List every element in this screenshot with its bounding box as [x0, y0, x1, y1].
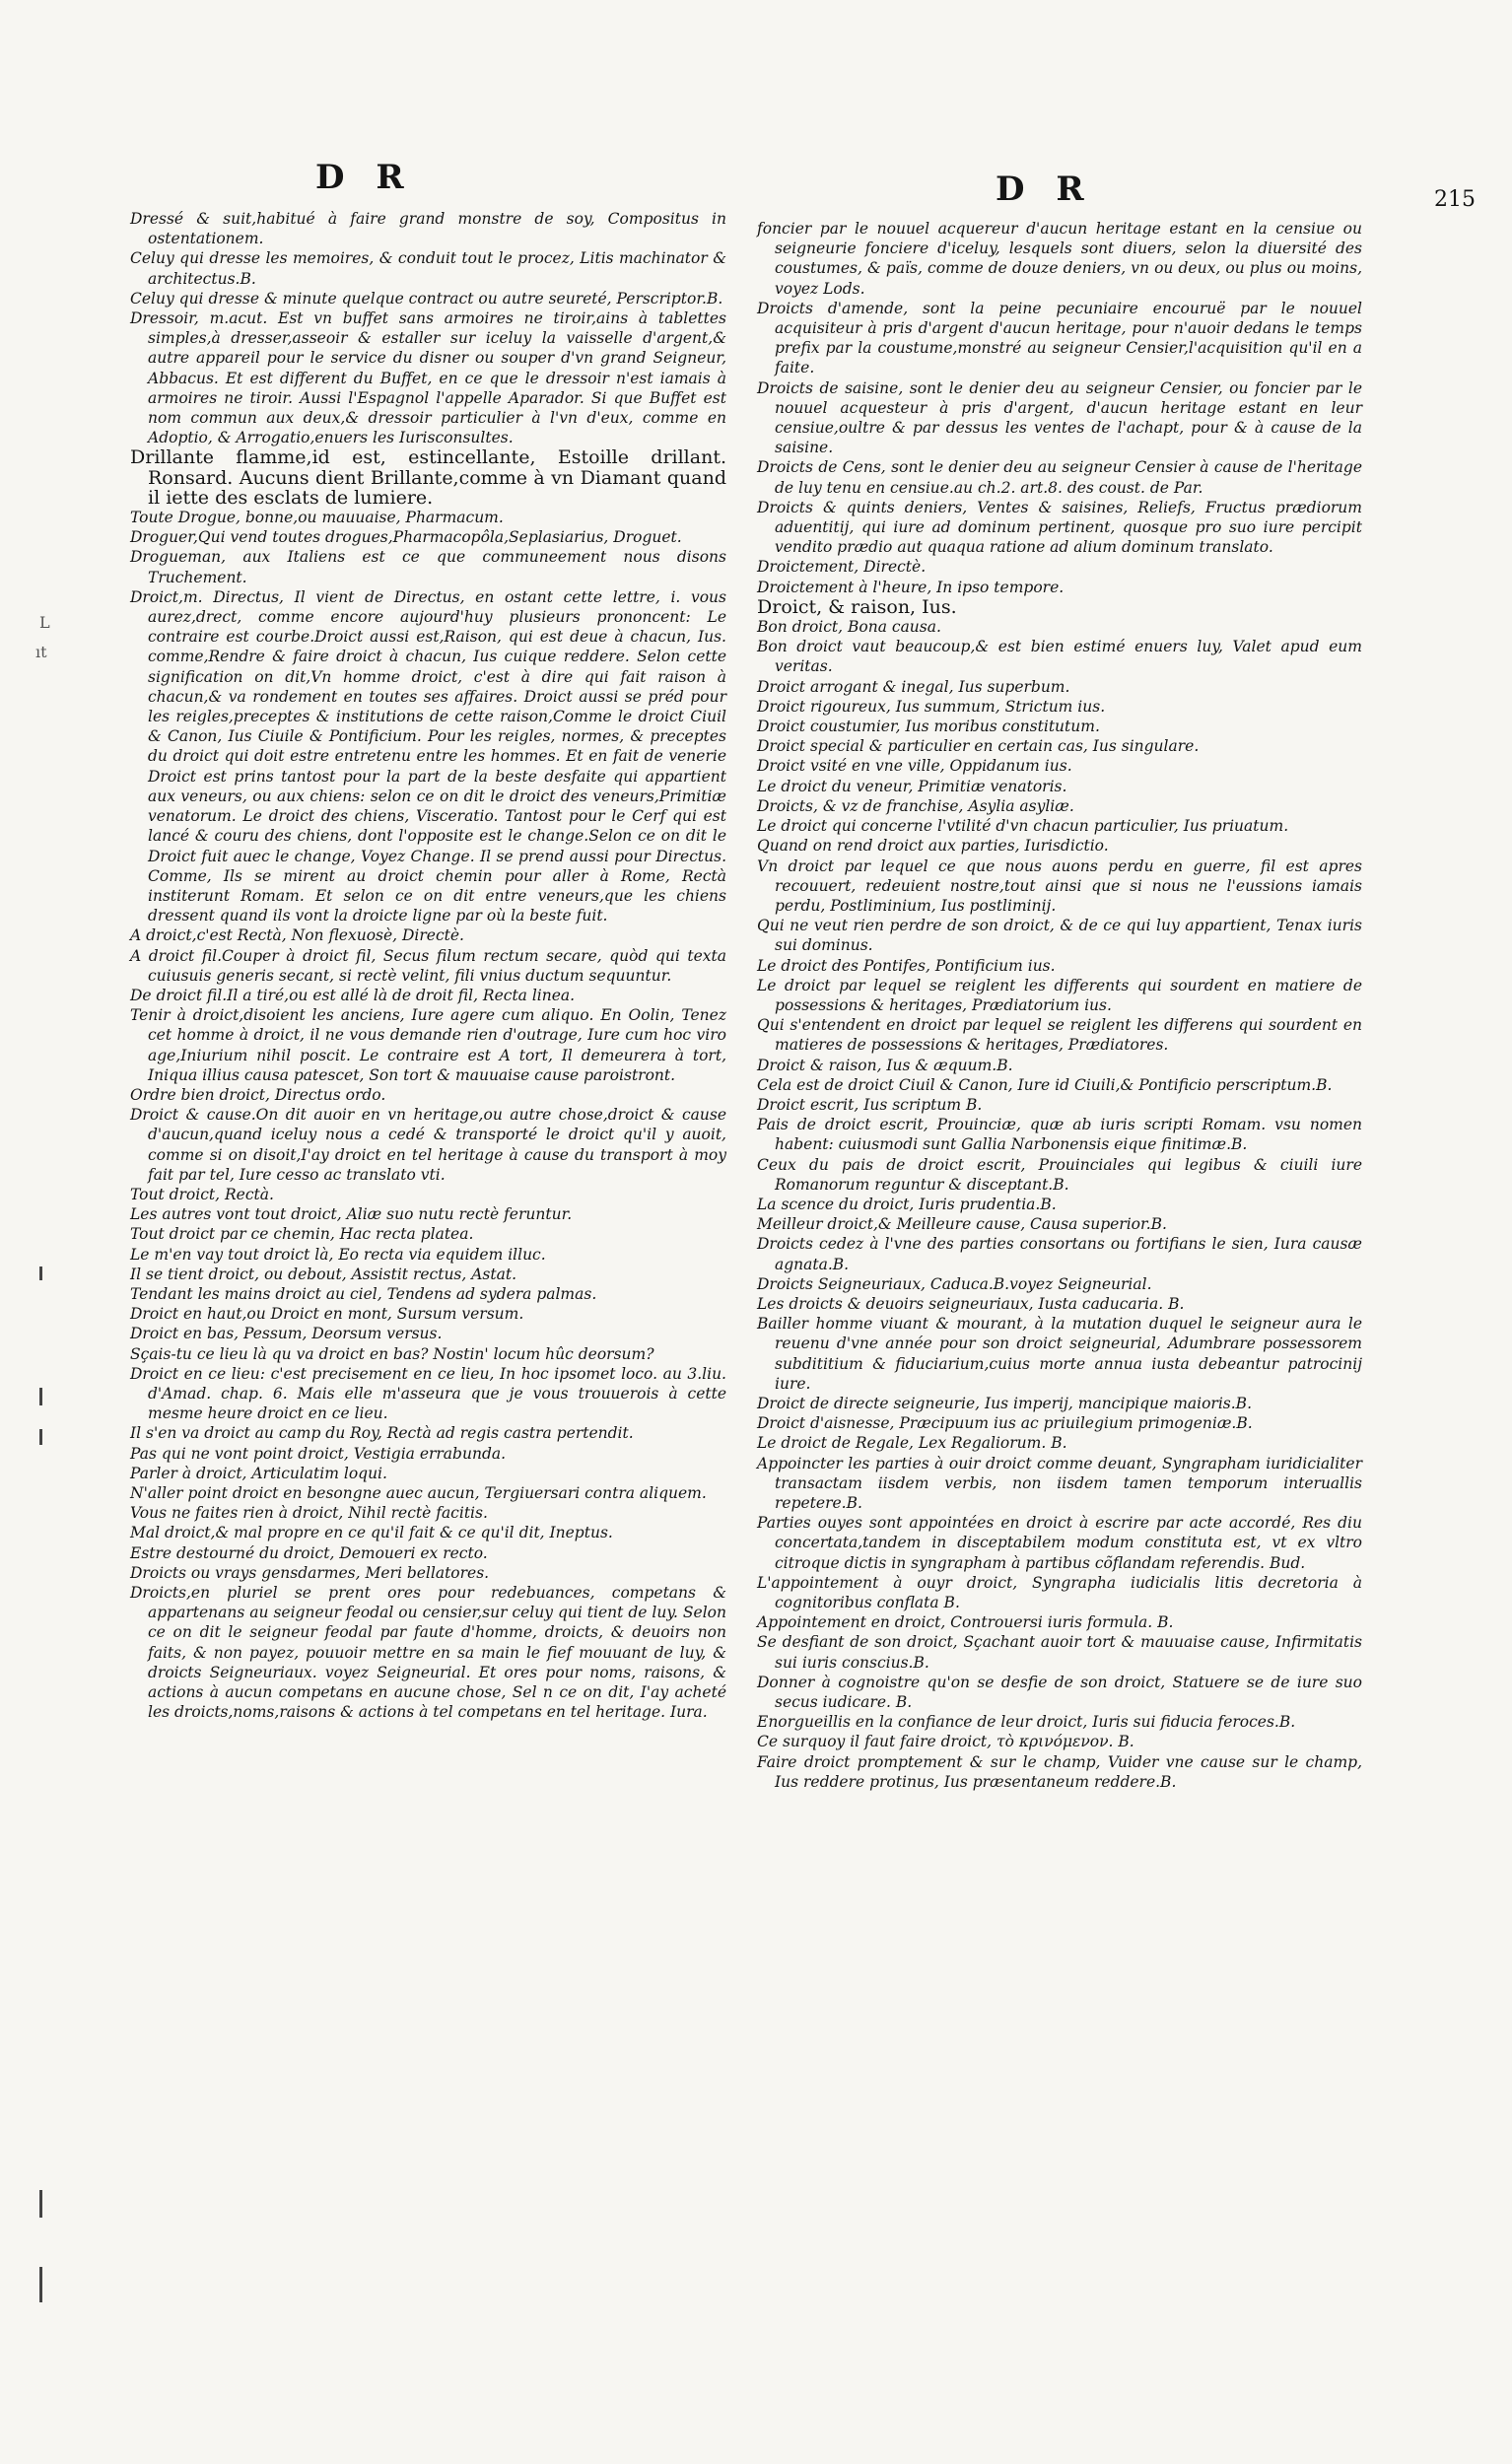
- dictionary-entry: Droict en ce lieu: c'est precisement en ce lieu, In hoc ipsomet loco. au 3.liu. d'Amad. chap. 6. Mais elle m'asseura que je vous trouuerois à cette mesme heure droict en ce lieu.: [130, 1364, 726, 1423]
- dictionary-entry: Drillante flamme,id est, estincellante, Estoille drillant. Ronsard. Aucuns dient Brillante,comme à vn Diamant quand il iette des esclats de lumiere.: [130, 446, 726, 509]
- right-column: [757, 219, 1362, 1792]
- dictionary-entry: Droict coustumier, Ius moribus constitutum.: [757, 718, 1100, 736]
- dictionary-entry: Droict arrogant & inegal, Ius superbum.: [757, 677, 1070, 696]
- dictionary-entry: Tenir à droict,disoient les anciens, Iure agere cum aliquo. En Oolin, Tenez cet homme à droict, il ne vous demande rien d'outrage, Iure cum hoc viro age,Iniurium nihil poscit. Le contraire est A tort, Il demeurera à tort, Iniqua illius causa patescet, Son tort & mauuaise cause paroistront.: [130, 1006, 726, 1084]
- dictionary-entry: Enorgueillis en la confiance de leur droict, Iuris sui fiducia feroces.B.: [757, 1713, 1296, 1732]
- dictionary-entry: Droguer,Qui vend toutes drogues,Pharmacopôla,Seplasiarius, Droguet.: [130, 528, 682, 547]
- dictionary-entry: Cela est de droict Ciuil & Canon, Iure id Ciuili,& Pontificio perscriptum.B.: [757, 1075, 1333, 1094]
- dictionary-entry: Droict special & particulier en certain cas, Ius singulare.: [757, 737, 1200, 756]
- running-head-left: D R: [315, 158, 414, 197]
- dictionary-entry: Ce surquoy il faut faire droict, τὸ κρινόμενον. B.: [757, 1733, 1134, 1751]
- dictionary-entry: Ceux du pais de droict escrit, Prouinciales qui legibus & ciuili iure Romanorum reguntur & disceptant.B.: [757, 1155, 1362, 1194]
- dictionary-entry: De droict fil.Il a tiré,ou est allé là de droit fil, Recta linea.: [130, 986, 576, 1004]
- dictionary-entry: Celuy qui dresse & minute quelque contract ou autre seureté, Perscriptor.B.: [130, 289, 723, 308]
- dictionary-entry: Droicts Seigneuriaux, Caduca.B.voyez Seigneurial.: [757, 1274, 1152, 1293]
- dictionary-entry: Droict & cause.On dit auoir en vn heritage,ou autre chose,droict & cause d'aucun,quand iceluy nous a cedé & transporté le droict qu'il y auoit, comme si on disoit,I'ay droict en tel heritage à cause du transport à moy fait par tel, Iure cesso ac translato vti.: [130, 1106, 726, 1184]
- dictionary-entry: Sçais-tu ce lieu là qu va droict en bas? Nostin' locum hûc deorsum?: [130, 1344, 654, 1363]
- dictionary-entry: Droicts cedez à l'vne des parties consortans ou fortifians le sien, Iura causæ agnata.B.: [757, 1235, 1362, 1273]
- dictionary-entry: Drogueman, aux Italiens est ce que communeement nous disons Truchement.: [130, 548, 726, 586]
- dictionary-entry: Droict de directe seigneurie, Ius imperij, mancipique maioris.B.: [757, 1394, 1252, 1412]
- dictionary-entry: Droict & raison, Ius & æquum.B.: [757, 1056, 1013, 1074]
- margin-rule: [39, 1388, 42, 1405]
- dictionary-entry: Droictement à l'heure, In ipso tempore.: [757, 578, 1065, 596]
- dictionary-entry: Les autres vont tout droict, Aliæ suo nutu rectè feruntur.: [130, 1205, 573, 1224]
- dictionary-entry: foncier par le nouuel acquereur d'aucun heritage estant en la censiue ou seigneurie fonciere d'iceluy, lesquels sont diuers, selon la diuersité des coustumes, & païs, comme de douze deniers, vn ou deux, ou plus ou moins, voyez Lods.: [757, 220, 1362, 298]
- dictionary-entry: Droict rigoureux, Ius summum, Strictum ius.: [757, 697, 1106, 716]
- page-number: 215: [1434, 187, 1476, 212]
- margin-rule: [39, 2190, 42, 2218]
- dictionary-entry: Droicts & quints deniers, Ventes & saisines, Reliefs, Fructus prædiorum aduentitij, qui iure ad dominum pertinent, quosque pro suo iure percipit vendito prædio aut quaqua ratione ad alium dominum translato.: [757, 498, 1362, 557]
- dictionary-entry: Estre destourné du droict, Demoueri ex recto.: [130, 1543, 488, 1562]
- dictionary-entry: Le droict de Regale, Lex Regaliorum. B.: [757, 1434, 1067, 1453]
- dictionary-entry: La scence du droict, Iuris prudentia.B.: [757, 1195, 1057, 1213]
- dictionary-entry: A droict,c'est Rectà, Non flexuosè, Directè.: [130, 926, 464, 945]
- dictionary-entry: L'appointement à ouyr droict, Syngrapha iudicialis litis decretoria à cognitoribus conflata B.: [757, 1573, 1362, 1612]
- dictionary-entry: N'aller point droict en besongne auec aucun, Tergiuersari contra aliquem.: [130, 1484, 707, 1502]
- dictionary-entry: Vous ne faites rien à droict, Nihil rectè facitis.: [130, 1504, 488, 1523]
- margin-mark: L: [39, 613, 50, 632]
- dictionary-entry: Dressoir, m.acut. Est vn buffet sans armoires ne tiroir,ains à tablettes simples,à dresser,asseoir & estaller sur iceluy la vaisselle d'argent,& autre appareil pour le service du disner ou souper d'vn grand Seigneur, Abbacus. Et est different du Buffet, en ce que le dressoir n'est iamais à armoires ne tiroir. Aussi l'Espagnol l'appelle Aparador. Si que Buffet est nom commun aux deux,& dressoir particulier à l'vn d'eux, comme en Adoptio, & Arrogatio,enuers les Iurisconsultes.: [130, 309, 726, 447]
- dictionary-entry: Bon droict, Bona causa.: [757, 618, 941, 637]
- dictionary-entry: Faire droict promptement & sur le champ, Vuider vne cause sur le champ, Ius reddere protinus, Ius præsentaneum reddere.B.: [757, 1752, 1362, 1791]
- dictionary-entry: Mal droict,& mal propre en ce qu'il fait & ce qu'il dit, Ineptus.: [130, 1524, 613, 1542]
- dictionary-entry: Meilleur droict,& Meilleure cause, Causa superior.B.: [757, 1215, 1167, 1234]
- dictionary-entry: Droict d'aisnesse, Præcipuum ius ac priuilegium primogeniæ.B.: [757, 1414, 1253, 1433]
- dictionary-entry: Quand on rend droict aux parties, Iurisdictio.: [757, 837, 1109, 856]
- left-column: [130, 209, 726, 1722]
- running-head-right: D R: [996, 170, 1094, 209]
- dictionary-entry: Pas qui ne vont point droict, Vestigia errabunda.: [130, 1444, 507, 1463]
- dictionary-entry: Parler à droict, Articulatim loqui.: [130, 1464, 387, 1482]
- dictionary-entry: Le droict par lequel se reiglent les differents qui sourdent en matiere de possessions & heritages, Prædiatorium ius.: [757, 976, 1362, 1014]
- dictionary-entry: Toute Drogue, bonne,ou mauuaise, Pharmacum.: [130, 509, 504, 527]
- dictionary-entry: Ordre bien droict, Directus ordo.: [130, 1085, 386, 1104]
- dictionary-entry: Droict,m. Directus, Il vient de Directus, en ostant cette lettre, i. vous aurez,drect, comme encore aujourd'huy plusieurs prononcent: Le contraire est courbe.Droict aussi est,Raison, qui est deue à chacun, Ius. comme,Rendre & faire droict à chacun, Ius cuique reddere. Selon cette signification on dit,Vn homme droict, c'est à dire qui fait raison à chacun,& va rondement en toutes ses affaires. Droict aussi se préd pour les reigles,preceptes & institutions de cette raison,Comme le droict Ciuil & Canon, Ius Ciuile & Pontificium. Pour les reigles, normes, & preceptes du droict qui doit estre entretenu entre les hommes. Et en fait de venerie Droict est prins tantost pour la part de la beste desfaite qui appartient aux veneurs, ou aux chiens: selon ce on dit le droict des veneurs,Primitiæ venatorum. Le droict des chiens, Visceratio. Tantost pour le Cerf qui est lancé & couru des chiens, dont l'opposite est le change.Selon ce on dit le Droict fuit auec le change, Voyez Change. Il se prend aussi pour Directus. Comme, Ils se mirent au droict chemin pour aller à Rome, Rectà institerunt Romam. Et selon ce on dit entre veneurs,que les chiens dressent quand ils vont la droicte ligne par où la beste fuit.: [130, 587, 726, 925]
- margin-rule: [39, 1266, 42, 1280]
- dictionary-entry: Celuy qui dresse les memoires, & conduit tout le procez, Litis machinator & architectus.B.: [130, 249, 726, 288]
- margin-rule: [39, 1429, 42, 1445]
- dictionary-entry: Les droicts & deuoirs seigneuriaux, Iusta caducaria. B.: [757, 1294, 1185, 1313]
- dictionary-entry: Qui s'entendent en droict par lequel se reiglent les differens qui sourdent en matieres de possessions & heritages, Prædiatores.: [757, 1016, 1362, 1055]
- margin-mark: ıt: [35, 643, 47, 661]
- margin-rule: [39, 2267, 42, 2302]
- dictionary-entry: Tendant les mains droict au ciel, Tendens ad sydera palmas.: [130, 1284, 597, 1303]
- dictionary-entry: Droicts de saisine, sont le denier deu au seigneur Censier, ou foncier par le nouuel acquesteur à pris d'argent, d'aucun heritage estant en leur censiue,oultre & par dessus les ventes de l'achapt, pour & à cause de la saisine.: [757, 378, 1362, 457]
- dictionary-entry: Il s'en va droict au camp du Roy, Rectà ad regis castra pertendit.: [130, 1424, 634, 1443]
- dictionary-entry: Droicts ou vrays gensdarmes, Meri bellatores.: [130, 1563, 490, 1582]
- dictionary-entry: Parties ouyes sont appointées en droict à escrire par acte accordé, Res diu concertata,tandem in disceptabilem modum constituta est, vt ex vltro citroque dictis in syngrapham à partibus cõflandam referendis. Bud.: [757, 1514, 1362, 1572]
- dictionary-entry: Le m'en vay tout droict là, Eo recta via equidem illuc.: [130, 1245, 546, 1264]
- dictionary-entry: Il se tient droict, ou debout, Assistit rectus, Astat.: [130, 1265, 517, 1283]
- dictionary-entry: Vn droict par lequel ce que nous auons perdu en guerre, fil est apres recouuert, redeuient nostre,tout ainsi que si nous ne l'eussions iamais perdu, Postliminium, Ius postliminij.: [757, 856, 1362, 915]
- dictionary-entry: Se desfiant de son droict, Sçachant auoir tort & mauuaise cause, Infirmitatis sui iuris conscius.B.: [757, 1633, 1362, 1672]
- dictionary-entry: Tout droict par ce chemin, Hac recta platea.: [130, 1225, 474, 1244]
- dictionary-entry: Droict en haut,ou Droict en mont, Sursum versum.: [130, 1305, 524, 1324]
- dictionary-entry: Bailler homme viuant & mourant, à la mutation duquel le seigneur aura le reuenu d'vne année pour son droict seigneurial, Adumbrare possessorem subdititium & fiduciarium,cuius morte annua iusta debeantur patrocinij iure.: [757, 1315, 1362, 1393]
- dictionary-entry: Droictement, Directè.: [757, 558, 927, 577]
- dictionary-entry: A droict fil.Couper à droict fil, Secus filum rectum secare, quòd qui texta cuiusuis generis secant, si rectè velint, fili vnius ductum sequuntur.: [130, 946, 726, 985]
- dictionary-entry: Droicts d'amende, sont la peine pecuniaire encouruë par le nouuel acquisiteur à pris d'argent d'aucun heritage, pour n'auoir dedans le temps prefix par la coustume,monstré au seigneur Censier,l'acquisition qu'il en a faite.: [757, 299, 1362, 377]
- dictionary-entry: Droict, & raison, Ius.: [757, 595, 957, 618]
- dictionary-entry: Dressé & suit,habitué à faire grand monstre de soy, Compositus in ostentationem.: [130, 210, 726, 248]
- dictionary-entry: Pais de droict escrit, Prouinciæ, quæ ab iuris scripti Romam. vsu nomen habent: cuiusmodi sunt Gallia Narbonensis eique finitimæ.B.: [757, 1116, 1362, 1154]
- dictionary-entry: Appointement en droict, Controuersi iuris formula. B.: [757, 1613, 1174, 1632]
- dictionary-entry: Le droict qui concerne l'vtilité d'vn chacun particulier, Ius priuatum.: [757, 817, 1289, 836]
- dictionary-entry: Droicts de Cens, sont le denier deu au seigneur Censier à cause de l'heritage de luy tenu en censiue.au ch.2. art.8. des coust. de Par.: [757, 458, 1362, 497]
- dictionary-entry: Droicts, & vz de franchise, Asylia asyliæ.: [757, 796, 1074, 815]
- dictionary-entry: Droict vsité en vne ville, Oppidanum ius.: [757, 757, 1072, 776]
- dictionary-entry: Droict escrit, Ius scriptum B.: [757, 1095, 983, 1114]
- dictionary-entry: Bon droict vaut beaucoup,& est bien estimé enuers luy, Valet apud eum veritas.: [757, 638, 1362, 676]
- dictionary-entry: Qui ne veut rien perdre de son droict, & de ce qui luy appartient, Tenax iuris sui dominus.: [757, 917, 1362, 955]
- dictionary-entry: Le droict des Pontifes, Pontificium ius.: [757, 956, 1056, 975]
- dictionary-entry: Le droict du veneur, Primitiæ venatoris.: [757, 777, 1067, 795]
- dictionary-entry: Donner à cognoistre qu'on se desfie de son droict, Statuere se de iure suo secus iudicare. B.: [757, 1673, 1362, 1712]
- dictionary-entry: Appoincter les parties à ouir droict comme deuant, Syngrapham iuridicialiter transactam iisdem verbis, non iisdem tamen temporum interuallis repetere.B.: [757, 1454, 1362, 1512]
- dictionary-entry: Droicts,en pluriel se prent ores pour redebuances, competans & appartenans au seigneur feodal ou censier,sur celuy qui tient de luy. Selon ce on dit le seigneur feodal par faute d'homme, droicts, & deuoirs non faits, & non payez, pouuoir mettre en sa main le fief mouuant de luy, & droicts Seigneuriaux. voyez Seigneurial. Et ores pour noms, raisons, & actions à aucun competans en aucune chose, Sel n ce on dit, I'ay acheté les droicts,noms,raisons & actions à tel competans en tel heritage. Iura.: [130, 1584, 726, 1722]
- dictionary-entry: Tout droict, Rectà.: [130, 1185, 274, 1203]
- dictionary-entry: Droict en bas, Pessum, Deorsum versus.: [130, 1325, 443, 1343]
